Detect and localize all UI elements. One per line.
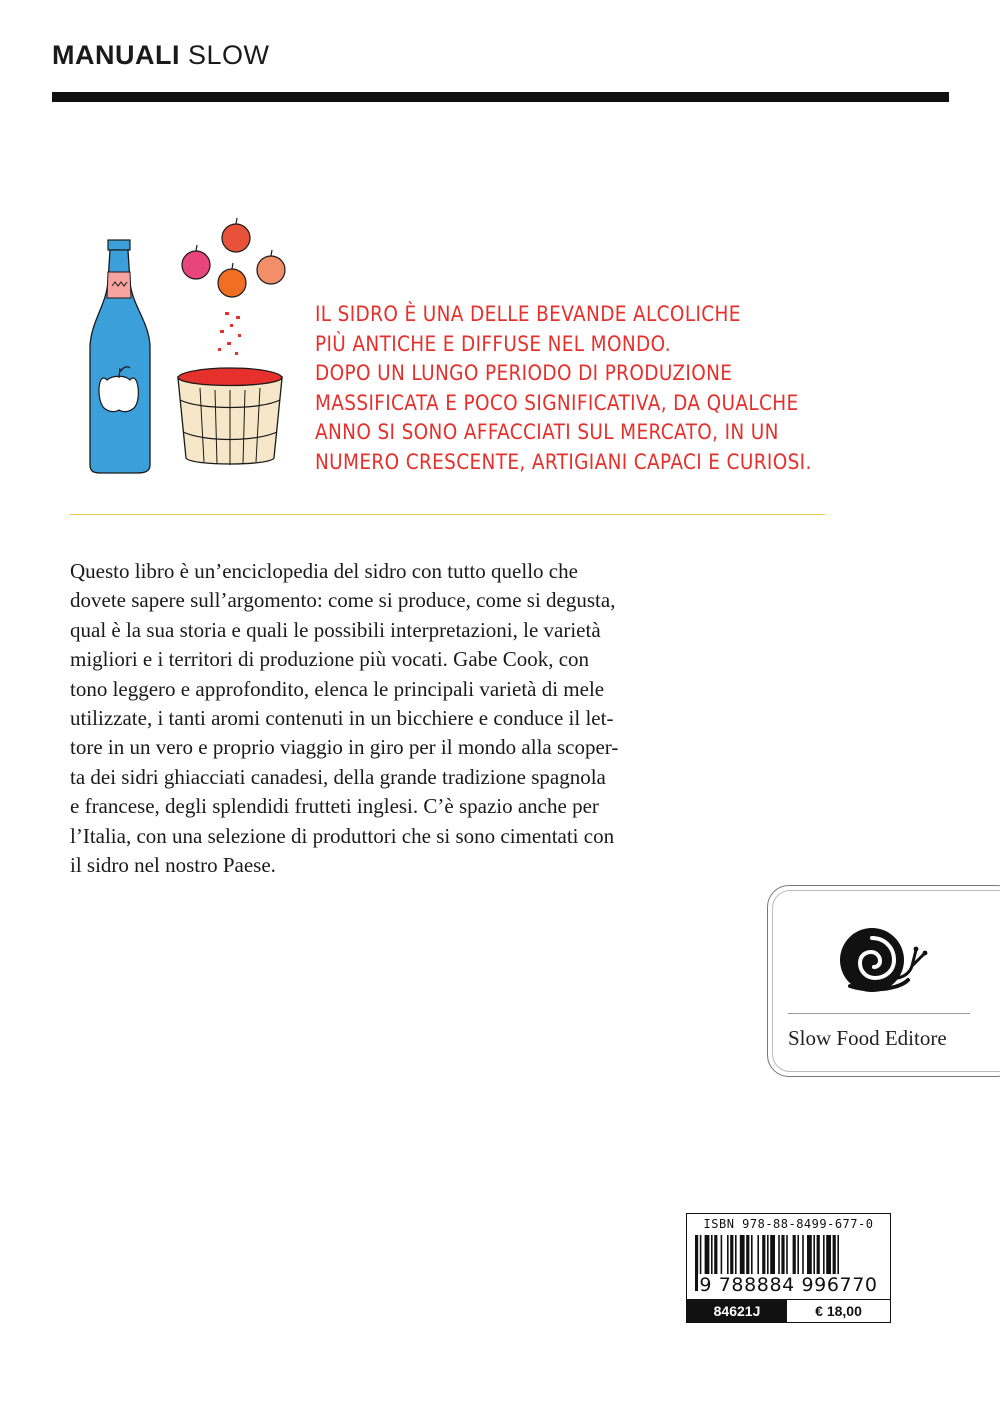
tagline-line: MASSIFICATA E POCO SIGNIFICATIVA, DA QUALCHE [315, 390, 799, 415]
tagline-line: ANNO SI SONO AFFACCIATI SUL MERCATO, IN UN [315, 420, 779, 444]
description-line: il sidro nel nostro Paese. [70, 853, 276, 878]
description-line: utilizzate, i tanti aromi contenuti in un bicchiere e conduce il let- [70, 706, 614, 731]
barcode-digits-text: 9 788884 996770 [699, 1274, 878, 1296]
description-line: qual è la sua storia e quali le possibili interpretazioni, le varietà [70, 617, 601, 642]
series-title [52, 40, 270, 71]
tagline-line: NUMERO CRESCENTE, ARTIGIANI CAPACI E CURIOSI. [315, 449, 812, 474]
tagline-line: DOPO UN LUNGO PERIODO DI PRODUZIONE [315, 361, 733, 385]
price-label: € 18,00 [815, 1303, 862, 1319]
barcode-digits [687, 1274, 890, 1296]
description-line: ta dei sidri ghiacciati canadesi, della grande tradizione spagnola [70, 764, 606, 789]
series-name-bold: MANUALI [52, 40, 180, 70]
isbn-number: ISBN 978-88-8499-677-0 [703, 1217, 874, 1231]
series-name-light: SLOW [188, 40, 270, 70]
cider-illustration [70, 210, 310, 480]
section-divider [70, 514, 825, 515]
publisher-name: Slow Food Editore [788, 1026, 947, 1050]
description-line: dovete sapere sull’argomento: come si produce, come si degusta, [70, 588, 616, 613]
description-line: e francese, degli splendidi frutteti inglesi. C’è spazio anche per [70, 794, 599, 819]
apple-icon [182, 218, 285, 297]
tagline-line: PIÙ ANTICHE E DIFFUSE NEL MONDO. [315, 331, 672, 356]
description-line: Questo libro è un’enciclopedia del sidro con tutto quello che [70, 559, 578, 583]
publisher-box [767, 885, 1000, 1077]
header-rule [52, 92, 949, 102]
basket-icon [178, 368, 282, 465]
description-line: tono leggero e approfondito, elenca le principali varietà di mele [70, 676, 605, 701]
product-code: 84621J [687, 1300, 787, 1322]
tagline [315, 300, 812, 477]
book-description [70, 557, 720, 880]
description-line: tore in un vero e proprio viaggio in giro per il mondo alla scoper- [70, 735, 619, 760]
snail-icon [838, 926, 934, 996]
bottle-icon [90, 240, 150, 473]
description-line: l’Italia, con una selezione di produttori che si sono cimentati con [70, 823, 615, 848]
tagline-line: IL SIDRO È UNA DELLE BEVANDE ALCOLICHE [315, 302, 741, 326]
pomace-drops [218, 312, 241, 355]
description-line: migliori e i territori di produzione più vocati. Gabe Cook, con [70, 647, 590, 672]
barcode-footer [687, 1299, 890, 1322]
barcode-box [686, 1213, 891, 1323]
publisher-rule [788, 1013, 970, 1014]
